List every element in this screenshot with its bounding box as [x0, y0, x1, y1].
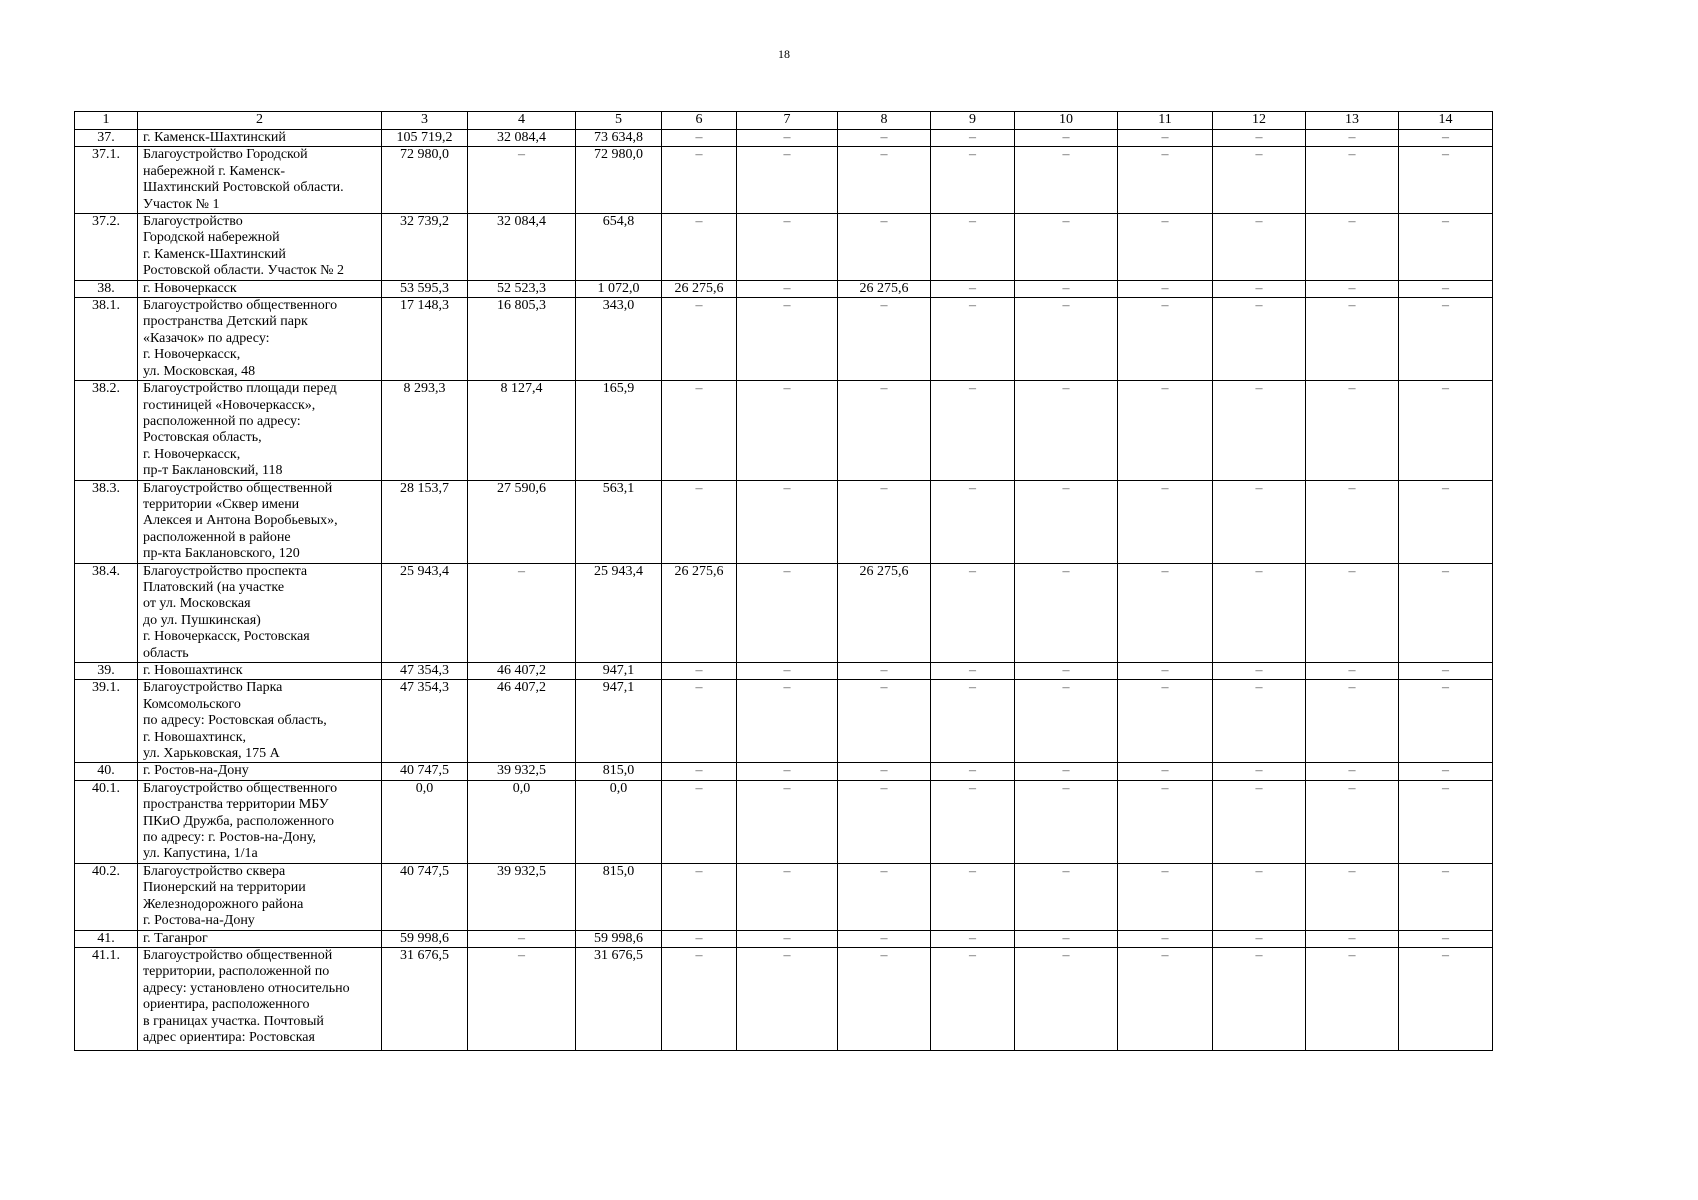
row-number: 40. [75, 763, 138, 780]
column-header-5: 5 [576, 112, 662, 130]
cell-v13: – [1306, 863, 1399, 930]
cell-v12: – [1213, 663, 1306, 680]
cell-v3: 0,0 [382, 780, 468, 863]
cell-v6: – [662, 680, 737, 763]
cell-v11: – [1118, 298, 1213, 381]
row-number: 37.2. [75, 214, 138, 281]
cell-v10: – [1015, 930, 1118, 947]
cell-v10: – [1015, 763, 1118, 780]
cell-v3: 8 293,3 [382, 381, 468, 480]
cell-v5: 563,1 [576, 480, 662, 563]
row-name: Благоустройство проспекта Платовский (на участке от ул. Московская до ул. Пушкинская) г. Новочеркасск, Ростовская область [138, 563, 382, 662]
cell-v12: – [1213, 214, 1306, 281]
cell-v6: 26 275,6 [662, 563, 737, 662]
cell-v14: – [1399, 563, 1493, 662]
cell-v4: – [468, 563, 576, 662]
cell-v12: – [1213, 280, 1306, 297]
cell-v12: – [1213, 298, 1306, 381]
cell-v11: – [1118, 563, 1213, 662]
cell-v8: – [838, 763, 931, 780]
column-header-14: 14 [1399, 112, 1493, 130]
row-name: Благоустройство общественной территории «Сквер имени Алексея и Антона Воробьевых», расположенной в районе пр-кта Баклановского, 120 [138, 480, 382, 563]
cell-v9: – [931, 214, 1015, 281]
row-number: 38.4. [75, 563, 138, 662]
cell-v3: 47 354,3 [382, 663, 468, 680]
cell-v5: 59 998,6 [576, 930, 662, 947]
column-header-13: 13 [1306, 112, 1399, 130]
cell-v6: – [662, 780, 737, 863]
cell-v4: 16 805,3 [468, 298, 576, 381]
cell-v5: 0,0 [576, 780, 662, 863]
cell-v14: – [1399, 863, 1493, 930]
cell-v9: – [931, 130, 1015, 147]
cell-v7: – [737, 130, 838, 147]
cell-v14: – [1399, 763, 1493, 780]
cell-v14: – [1399, 480, 1493, 563]
cell-v12: – [1213, 130, 1306, 147]
table-header-row [75, 112, 1493, 130]
table-row [75, 780, 1493, 863]
cell-v4: 46 407,2 [468, 680, 576, 763]
cell-v6: – [662, 863, 737, 930]
cell-v14: – [1399, 780, 1493, 863]
cell-v13: – [1306, 130, 1399, 147]
cell-v13: – [1306, 147, 1399, 214]
cell-v12: – [1213, 680, 1306, 763]
cell-v9: – [931, 480, 1015, 563]
row-number: 38.1. [75, 298, 138, 381]
cell-v8: – [838, 780, 931, 863]
cell-v11: – [1118, 780, 1213, 863]
cell-v9: – [931, 280, 1015, 297]
column-header-6: 6 [662, 112, 737, 130]
column-header-7: 7 [737, 112, 838, 130]
cell-v8: – [838, 930, 931, 947]
table-row [75, 280, 1493, 297]
page-number: 18 [778, 47, 790, 61]
column-header-3: 3 [382, 112, 468, 130]
cell-v9: – [931, 680, 1015, 763]
cell-v14: – [1399, 947, 1493, 1050]
cell-v4: – [468, 930, 576, 947]
cell-v4: 46 407,2 [468, 663, 576, 680]
cell-v6: – [662, 480, 737, 563]
cell-v13: – [1306, 381, 1399, 480]
row-name: г. Новочеркасск [138, 280, 382, 297]
cell-v13: – [1306, 214, 1399, 281]
cell-v5: 815,0 [576, 763, 662, 780]
cell-v5: 72 980,0 [576, 147, 662, 214]
cell-v14: – [1399, 930, 1493, 947]
cell-v7: – [737, 563, 838, 662]
cell-v11: – [1118, 663, 1213, 680]
row-name: Благоустройство Городской набережной г. Каменск-Шахтинский Ростовской области. Участок № 2 [138, 214, 382, 281]
row-name: Благоустройство общественного пространства Детский парк «Казачок» по адресу: г. Новочеркасск, ул. Московская, 48 [138, 298, 382, 381]
cell-v13: – [1306, 480, 1399, 563]
cell-v3: 25 943,4 [382, 563, 468, 662]
cell-v7: – [737, 147, 838, 214]
cell-v6: 26 275,6 [662, 280, 737, 297]
row-number: 41.1. [75, 947, 138, 1050]
cell-v4: 27 590,6 [468, 480, 576, 563]
cell-v4: 8 127,4 [468, 381, 576, 480]
cell-v3: 17 148,3 [382, 298, 468, 381]
cell-v8: – [838, 381, 931, 480]
row-number: 39. [75, 663, 138, 680]
table-row [75, 130, 1493, 147]
cell-v11: – [1118, 763, 1213, 780]
cell-v5: 947,1 [576, 680, 662, 763]
cell-v12: – [1213, 947, 1306, 1050]
row-name: Благоустройство площади перед гостиницей «Новочеркасск», расположенной по адресу: Ростовская область, г. Новочеркасск, пр-т Баклановский, 118 [138, 381, 382, 480]
cell-v14: – [1399, 381, 1493, 480]
cell-v8: 26 275,6 [838, 563, 931, 662]
cell-v3: 40 747,5 [382, 763, 468, 780]
cell-v14: – [1399, 280, 1493, 297]
cell-v3: 59 998,6 [382, 930, 468, 947]
cell-v5: 31 676,5 [576, 947, 662, 1050]
column-header-12: 12 [1213, 112, 1306, 130]
cell-v10: – [1015, 563, 1118, 662]
cell-v8: – [838, 480, 931, 563]
cell-v11: – [1118, 930, 1213, 947]
row-number: 40.1. [75, 780, 138, 863]
row-name: г. Таганрог [138, 930, 382, 947]
cell-v8: – [838, 298, 931, 381]
row-number: 41. [75, 930, 138, 947]
row-name: Благоустройство Парка Комсомольского по адресу: Ростовская область, г. Новошахтинск, ул. Харьковская, 175 А [138, 680, 382, 763]
cell-v14: – [1399, 298, 1493, 381]
cell-v4: 0,0 [468, 780, 576, 863]
cell-v11: – [1118, 130, 1213, 147]
cell-v9: – [931, 563, 1015, 662]
cell-v13: – [1306, 298, 1399, 381]
cell-v9: – [931, 147, 1015, 214]
table-row [75, 214, 1493, 281]
table-row [75, 947, 1493, 1050]
cell-v6: – [662, 381, 737, 480]
cell-v13: – [1306, 680, 1399, 763]
row-name: Благоустройство сквера Пионерский на территории Железнодорожного района г. Ростова-на-Дону [138, 863, 382, 930]
cell-v7: – [737, 381, 838, 480]
cell-v9: – [931, 863, 1015, 930]
cell-v3: 53 595,3 [382, 280, 468, 297]
cell-v9: – [931, 930, 1015, 947]
cell-v10: – [1015, 214, 1118, 281]
cell-v12: – [1213, 930, 1306, 947]
table-row [75, 863, 1493, 930]
row-number: 40.2. [75, 863, 138, 930]
row-number: 38.2. [75, 381, 138, 480]
cell-v5: 1 072,0 [576, 280, 662, 297]
table-row [75, 381, 1493, 480]
cell-v4: 32 084,4 [468, 130, 576, 147]
cell-v7: – [737, 663, 838, 680]
cell-v13: – [1306, 780, 1399, 863]
cell-v12: – [1213, 381, 1306, 480]
cell-v7: – [737, 930, 838, 947]
cell-v3: 105 719,2 [382, 130, 468, 147]
cell-v10: – [1015, 298, 1118, 381]
cell-v8: – [838, 147, 931, 214]
cell-v4: 39 932,5 [468, 863, 576, 930]
cell-v6: – [662, 930, 737, 947]
column-header-1: 1 [75, 112, 138, 130]
cell-v13: – [1306, 563, 1399, 662]
table-row [75, 680, 1493, 763]
cell-v7: – [737, 298, 838, 381]
table-row [75, 763, 1493, 780]
row-number: 37. [75, 130, 138, 147]
row-number: 38.3. [75, 480, 138, 563]
cell-v9: – [931, 763, 1015, 780]
cell-v5: 947,1 [576, 663, 662, 680]
row-name: Благоустройство общественного пространства территории МБУ ПКиО Дружба, расположенного по адресу: г. Ростов-на-Дону, ул. Капустина, 1/1а [138, 780, 382, 863]
cell-v11: – [1118, 214, 1213, 281]
row-name: Благоустройство Городской набережной г. Каменск- Шахтинский Ростовской области. Участок № 1 [138, 147, 382, 214]
table-row [75, 563, 1493, 662]
cell-v4: 32 084,4 [468, 214, 576, 281]
row-name: г. Новошахтинск [138, 663, 382, 680]
cell-v10: – [1015, 680, 1118, 763]
cell-v6: – [662, 147, 737, 214]
cell-v6: – [662, 763, 737, 780]
cell-v7: – [737, 947, 838, 1050]
cell-v10: – [1015, 947, 1118, 1050]
cell-v6: – [662, 130, 737, 147]
cell-v12: – [1213, 147, 1306, 214]
cell-v10: – [1015, 480, 1118, 563]
cell-v5: 343,0 [576, 298, 662, 381]
cell-v9: – [931, 663, 1015, 680]
column-header-10: 10 [1015, 112, 1118, 130]
cell-v4: – [468, 147, 576, 214]
cell-v14: – [1399, 130, 1493, 147]
cell-v13: – [1306, 763, 1399, 780]
table-row [75, 480, 1493, 563]
row-name: г. Ростов-на-Дону [138, 763, 382, 780]
cell-v12: – [1213, 480, 1306, 563]
cell-v7: – [737, 763, 838, 780]
cell-v8: – [838, 947, 931, 1050]
cell-v6: – [662, 298, 737, 381]
column-header-9: 9 [931, 112, 1015, 130]
cell-v12: – [1213, 763, 1306, 780]
table-row [75, 663, 1493, 680]
cell-v4: 52 523,3 [468, 280, 576, 297]
cell-v5: 25 943,4 [576, 563, 662, 662]
column-header-2: 2 [138, 112, 382, 130]
row-number: 37.1. [75, 147, 138, 214]
cell-v5: 73 634,8 [576, 130, 662, 147]
table-row [75, 298, 1493, 381]
cell-v13: – [1306, 280, 1399, 297]
cell-v9: – [931, 298, 1015, 381]
cell-v8: – [838, 863, 931, 930]
cell-v10: – [1015, 381, 1118, 480]
cell-v9: – [931, 947, 1015, 1050]
row-name: Благоустройство общественной территории, расположенной по адресу: установлено относительно ориентира, расположенного в границах участка. Почтовый адрес ориентира: Ростовская [138, 947, 382, 1050]
cell-v11: – [1118, 381, 1213, 480]
cell-v3: 32 739,2 [382, 214, 468, 281]
cell-v11: – [1118, 480, 1213, 563]
cell-v5: 815,0 [576, 863, 662, 930]
row-number: 39.1. [75, 680, 138, 763]
cell-v7: – [737, 780, 838, 863]
cell-v14: – [1399, 214, 1493, 281]
cell-v8: – [838, 214, 931, 281]
cell-v10: – [1015, 780, 1118, 863]
cell-v11: – [1118, 863, 1213, 930]
cell-v8: – [838, 680, 931, 763]
table-row [75, 930, 1493, 947]
table-body [75, 112, 1493, 1051]
cell-v7: – [737, 280, 838, 297]
cell-v3: 28 153,7 [382, 480, 468, 563]
cell-v4: – [468, 947, 576, 1050]
cell-v11: – [1118, 280, 1213, 297]
cell-v3: 47 354,3 [382, 680, 468, 763]
cell-v4: 39 932,5 [468, 763, 576, 780]
cell-v14: – [1399, 147, 1493, 214]
cell-v12: – [1213, 563, 1306, 662]
cell-v9: – [931, 381, 1015, 480]
cell-v7: – [737, 480, 838, 563]
budget-table [74, 111, 1493, 1051]
cell-v7: – [737, 214, 838, 281]
column-header-8: 8 [838, 112, 931, 130]
cell-v10: – [1015, 130, 1118, 147]
cell-v5: 654,8 [576, 214, 662, 281]
cell-v6: – [662, 214, 737, 281]
cell-v14: – [1399, 680, 1493, 763]
cell-v3: 40 747,5 [382, 863, 468, 930]
cell-v11: – [1118, 947, 1213, 1050]
cell-v7: – [737, 863, 838, 930]
column-header-11: 11 [1118, 112, 1213, 130]
column-header-4: 4 [468, 112, 576, 130]
cell-v13: – [1306, 663, 1399, 680]
cell-v8: – [838, 663, 931, 680]
row-number: 38. [75, 280, 138, 297]
cell-v9: – [931, 780, 1015, 863]
row-name: г. Каменск-Шахтинский [138, 130, 382, 147]
table-row [75, 147, 1493, 214]
cell-v8: – [838, 130, 931, 147]
cell-v3: 72 980,0 [382, 147, 468, 214]
cell-v10: – [1015, 280, 1118, 297]
cell-v3: 31 676,5 [382, 947, 468, 1050]
cell-v5: 165,9 [576, 381, 662, 480]
cell-v10: – [1015, 863, 1118, 930]
cell-v11: – [1118, 147, 1213, 214]
cell-v10: – [1015, 147, 1118, 214]
cell-v13: – [1306, 930, 1399, 947]
cell-v12: – [1213, 780, 1306, 863]
cell-v11: – [1118, 680, 1213, 763]
cell-v7: – [737, 680, 838, 763]
cell-v8: 26 275,6 [838, 280, 931, 297]
cell-v12: – [1213, 863, 1306, 930]
cell-v10: – [1015, 663, 1118, 680]
cell-v14: – [1399, 663, 1493, 680]
cell-v6: – [662, 663, 737, 680]
cell-v13: – [1306, 947, 1399, 1050]
cell-v6: – [662, 947, 737, 1050]
